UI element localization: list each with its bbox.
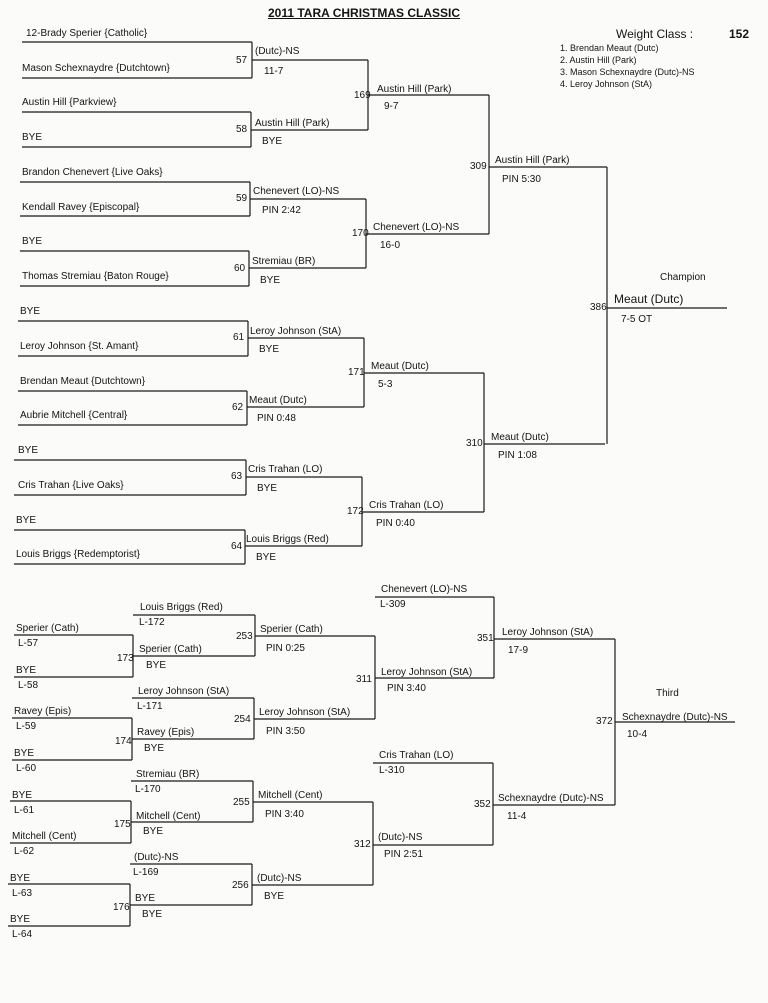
bout-winner: Austin Hill (Park) (495, 155, 570, 166)
bout-result: 7-5 OT (621, 314, 653, 325)
entrant: BYE (22, 132, 43, 143)
bout-result: 10-4 (627, 729, 648, 740)
entrant: BYE (16, 515, 37, 526)
weight-class-value: 152 (729, 27, 750, 41)
bout-number: 62 (232, 402, 244, 413)
bout-number: 254 (234, 714, 251, 725)
bout-result: BYE (146, 660, 167, 671)
entrant: Leroy Johnson {St. Amant} (20, 341, 139, 352)
bout-winner: Ravey (Epis) (137, 727, 195, 738)
bout-winner: Austin Hill (Park) (255, 118, 330, 129)
bout-number: 351 (477, 633, 494, 644)
bout-number: 63 (231, 471, 243, 482)
bout-winner: Leroy Johnson (StA) (502, 627, 594, 638)
placing-1: 1. Brendan Meaut (Dutc) (560, 43, 659, 53)
entrant: Thomas Stremiau {Baton Rouge} (22, 271, 169, 282)
bout-number: 372 (596, 716, 613, 727)
bout-number: 61 (233, 332, 245, 343)
cons-loss: L-58 (18, 680, 39, 691)
bout-winner: Schexnaydre (Dutc)-NS (498, 793, 604, 804)
bout-result: BYE (144, 743, 165, 754)
bout-winner: (Dutc)-NS (378, 832, 423, 843)
bout-number: 171 (348, 367, 365, 378)
bout-result: 16-0 (380, 240, 401, 251)
cons-loss: L-57 (18, 638, 39, 649)
entrant: BYE (18, 445, 39, 456)
cons-loss: L-63 (12, 888, 33, 899)
bout-number: 64 (231, 541, 243, 552)
dropin-loss: L-309 (380, 599, 406, 610)
bout-result: PIN 3:40 (387, 683, 426, 694)
bout-result: PIN 2:42 (262, 205, 301, 216)
bout-winner: Mitchell (Cent) (136, 811, 201, 822)
bout-result: PIN 3:50 (266, 726, 305, 737)
bout-winner: Chenevert (LO)-NS (373, 222, 460, 233)
entrant: Brendan Meaut {Dutchtown} (20, 376, 146, 387)
placing-4: 4. Leroy Johnson (StA) (560, 79, 653, 89)
bout-winner: Sperier (Cath) (139, 644, 202, 655)
third-winner: Schexnaydre (Dutc)-NS (622, 712, 728, 723)
bout-number: 170 (352, 228, 369, 239)
bout-number: 310 (466, 438, 483, 449)
bout-result: 11-7 (264, 66, 284, 77)
cons-entrant: Ravey (Epis) (14, 706, 72, 717)
cons-entrant: BYE (10, 873, 31, 884)
placing-2: 2. Austin Hill (Park) (560, 55, 637, 65)
dropin-loss: L-171 (137, 701, 163, 712)
bout-number: 172 (347, 506, 364, 517)
bout-result: 5-3 (378, 379, 393, 390)
bout-winner: Meaut (Dutc) (491, 432, 549, 443)
bout-number: 312 (354, 839, 371, 850)
cons-entrant: BYE (16, 665, 37, 676)
bout-result: BYE (143, 826, 164, 837)
bout-result: 11-4 (507, 811, 527, 822)
bout-winner: Meaut (Dutc) (371, 361, 429, 372)
bout-winner: BYE (135, 893, 156, 904)
bout-winner: Chenevert (LO)-NS (253, 186, 340, 197)
bout-number: 352 (474, 799, 491, 810)
dropin-name: Stremiau (BR) (136, 769, 200, 780)
bout-number: 173 (117, 653, 134, 664)
entrant: 12-Brady Sperier {Catholic} (26, 28, 148, 39)
bout-winner: Leroy Johnson (StA) (259, 707, 351, 718)
entrant: BYE (22, 236, 43, 247)
dropin-name: Leroy Johnson (StA) (138, 686, 230, 697)
bout-result: PIN 0:48 (257, 413, 296, 424)
champion-label: Champion (660, 272, 706, 283)
entrant: Mason Schexnaydre {Dutchtown} (22, 63, 170, 74)
bout-result: PIN 0:40 (376, 518, 415, 529)
bout-number: 59 (236, 193, 248, 204)
bout-result: PIN 1:08 (498, 450, 537, 461)
bout-result: BYE (257, 483, 278, 494)
bout-result: BYE (142, 909, 163, 920)
dropin-loss: L-310 (379, 765, 405, 776)
dropin-loss: L-169 (133, 867, 159, 878)
bout-winner: Stremiau (BR) (252, 256, 316, 267)
entrant: Austin Hill {Parkview} (22, 97, 117, 108)
bout-result: BYE (264, 891, 285, 902)
dropin-name: Cris Trahan (LO) (379, 750, 454, 761)
cons-loss: L-59 (16, 721, 37, 732)
weight-class-label: Weight Class : (616, 27, 694, 41)
bout-result: PIN 0:25 (266, 643, 305, 654)
dropin-name: Chenevert (LO)-NS (381, 584, 468, 595)
bout-result: 9-7 (384, 101, 399, 112)
entrant: Cris Trahan {Live Oaks} (18, 480, 124, 491)
bout-result: BYE (256, 552, 277, 563)
bout-result: PIN 2:51 (384, 849, 423, 860)
entrant: Aubrie Mitchell {Central} (20, 410, 128, 421)
bout-number: 58 (236, 124, 248, 135)
bout-number: 255 (233, 797, 250, 808)
bout-result: PIN 5:30 (502, 174, 541, 185)
bout-number: 60 (234, 263, 246, 274)
bout-winner: Sperier (Cath) (260, 624, 323, 635)
bout-number: 386 (590, 302, 607, 313)
bout-winner: (Dutc)-NS (257, 873, 302, 884)
bout-winner: (Dutc)-NS (255, 46, 300, 57)
cons-loss: L-64 (12, 929, 33, 940)
bout-result: PIN 3:40 (265, 809, 304, 820)
entrant: Brandon Chenevert {Live Oaks} (22, 167, 163, 178)
cons-loss: L-60 (16, 763, 37, 774)
bout-number: 169 (354, 90, 371, 101)
cons-entrant: BYE (12, 790, 33, 801)
cons-entrant: BYE (10, 914, 31, 925)
bout-winner: Leroy Johnson (StA) (381, 667, 473, 678)
bout-number: 311 (356, 674, 372, 685)
cons-entrant: BYE (14, 748, 35, 759)
bout-winner: Austin Hill (Park) (377, 84, 452, 95)
third-label: Third (656, 688, 679, 699)
bout-number: 175 (114, 819, 131, 830)
bout-number: 256 (232, 880, 249, 891)
bout-result: 17-9 (508, 645, 529, 656)
dropin-loss: L-172 (139, 617, 165, 628)
bout-number: 253 (236, 631, 253, 642)
dropin-name: Louis Briggs (Red) (140, 602, 223, 613)
entrant: Kendall Ravey {Episcopal} (22, 202, 140, 213)
cons-loss: L-62 (14, 846, 35, 857)
bout-winner: Meaut (Dutc) (249, 395, 307, 406)
bout-number: 309 (470, 161, 487, 172)
bout-result: BYE (260, 275, 281, 286)
bout-winner: Leroy Johnson (StA) (250, 326, 342, 337)
entrant: BYE (20, 306, 41, 317)
tournament-title: 2011 TARA CHRISTMAS CLASSIC (268, 6, 461, 20)
dropin-loss: L-170 (135, 784, 161, 795)
bout-number: 176 (113, 902, 130, 913)
bout-number: 174 (115, 736, 132, 747)
bout-winner: Mitchell (Cent) (258, 790, 323, 801)
bout-winner: Cris Trahan (LO) (369, 500, 444, 511)
bout-result: BYE (262, 136, 283, 147)
bout-number: 57 (236, 55, 248, 66)
bout-winner: Cris Trahan (LO) (248, 464, 323, 475)
entrant: Louis Briggs {Redemptorist} (16, 549, 140, 560)
bout-result: BYE (259, 344, 280, 355)
placing-3: 3. Mason Schexnaydre (Dutc)-NS (560, 67, 695, 77)
cons-entrant: Mitchell (Cent) (12, 831, 77, 842)
champion-name: Meaut (Dutc) (614, 292, 684, 306)
bout-winner: Louis Briggs (Red) (246, 534, 329, 545)
dropin-name: (Dutc)-NS (134, 852, 179, 863)
cons-loss: L-61 (14, 805, 35, 816)
cons-entrant: Sperier (Cath) (16, 623, 79, 634)
